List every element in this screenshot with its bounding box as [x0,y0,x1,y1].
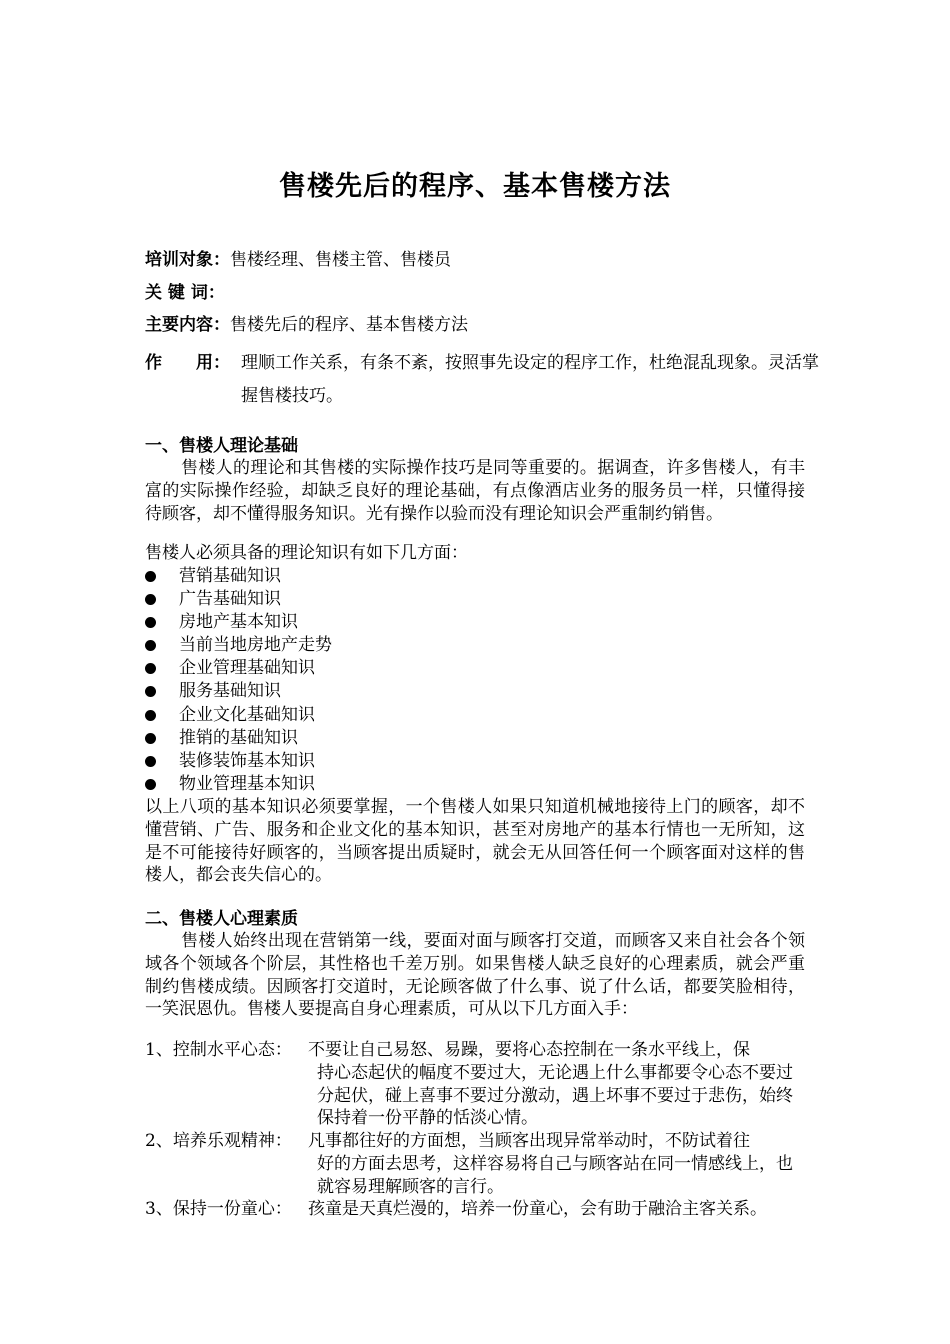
meta-keywords [145,282,225,304]
list-item: 房地产基本知识 [145,611,332,634]
keywords-label: 关 键 词： [145,283,225,303]
section2-heading: 二、售楼人心理素质 [145,909,298,929]
section2-paragraph1: 售楼人始终出现在营销第一线，要面对面与顾客打交道，而顾客又来自社会各个领域各个领域各个阶层，其性格也千差万别。如果售楼人缺乏良好的心理素质，就会严重制约售楼成绩。因顾客打交道时，无论顾客做了什么事、说了什么话，都要笑脸相待，一笑泯恩仇。售楼人要提高自身心理素质，可从以下几方面入手： [145,931,805,1020]
audience-value: 售楼经理、售楼主管、售楼员 [230,250,451,270]
list-item: 推销的基础知识 [145,727,332,750]
section1-heading: 一、售楼人理论基础 [145,436,298,456]
bullet-icon [145,733,156,744]
point-2 [145,1130,825,1200]
point-rest: 持心态起伏的幅度不要过大，无论遇上什么事都要令心态不要过分起伏，碰上喜事不要过分激动，遇上坏事不要过于悲伤，始终保持着一份平静的恬淡心情。 [317,1062,793,1129]
bullet-icon [145,756,156,767]
list-item: 物业管理基本知识 [145,773,332,796]
point-1 [145,1039,825,1131]
bullet-icon [145,594,156,605]
point-label: 1、控制水平心态： [145,1040,292,1060]
point-first-line: 孩童是天真烂漫的，培养一份童心，会有助于融洽主客关系。 [308,1199,767,1219]
point-3 [145,1198,825,1222]
list-item: 装修装饰基本知识 [145,750,332,773]
bullet-icon [145,571,156,582]
point-label: 3、保持一份童心： [145,1199,292,1219]
meta-content [145,314,468,336]
bullet-icon [145,779,156,790]
content-label: 主要内容： [145,315,230,335]
section1-intro: 售楼人必须具备的理论知识有如下几方面： [145,543,468,563]
audience-label: 培训对象： [145,250,230,270]
section1-paragraph1: 售楼人的理论和其售楼的实际操作技巧是同等重要的。据调查，许多售楼人，有丰富的实际操作经验，却缺乏良好的理论基础，有点像酒店业务的服务员一样，只懂得接待顾客，却不懂得服务知识。光有操作以验而没有理论知识会严重制约销售。 [145,458,805,524]
list-item: 当前当地房地产走势 [145,634,332,657]
effect-label: 作 用： [145,353,230,373]
bullet-icon [145,663,156,674]
list-item: 营销基础知识 [145,565,332,588]
bullet-icon [145,686,156,697]
meta-audience [145,249,451,271]
knowledge-list [145,565,332,796]
point-first-line: 凡事都往好的方面想，当顾客出现异常举动时，不防试着往 [308,1131,750,1151]
content-value: 售楼先后的程序、基本售楼方法 [230,315,468,335]
effect-value: 理顺工作关系，有条不紊，按照事先设定的程序工作，杜绝混乱现象。灵活掌握售楼技巧。 [241,353,819,406]
bullet-icon [145,617,156,628]
list-item: 企业管理基础知识 [145,657,332,680]
list-item: 服务基础知识 [145,680,332,703]
bullet-icon [145,710,156,721]
list-item: 企业文化基础知识 [145,704,332,727]
point-rest: 好的方面去思考，这样容易将自己与顾客站在同一情感线上，也就容易理解顾客的言行。 [317,1153,793,1197]
list-item: 广告基础知识 [145,588,332,611]
point-label: 2、培养乐观精神： [145,1131,292,1151]
section1-paragraph2: 以上八项的基本知识必须要掌握，一个售楼人如果只知道机械地接待上门的顾客，却不懂营销、广告、服务和企业文化的基本知识，甚至对房地产的基本行情也一无所知，这是不可能接待好顾客的，当顾客提出质疑时，就会无从回答任何一个顾客面对这样的售楼人，都会丧失信心的。 [145,797,805,886]
bullet-icon [145,640,156,651]
point-first-line: 不要让自己易怒、易躁，要将心态控制在一条水平线上，保 [308,1040,750,1060]
page-title: 售楼先后的程序、基本售楼方法 [279,171,671,202]
